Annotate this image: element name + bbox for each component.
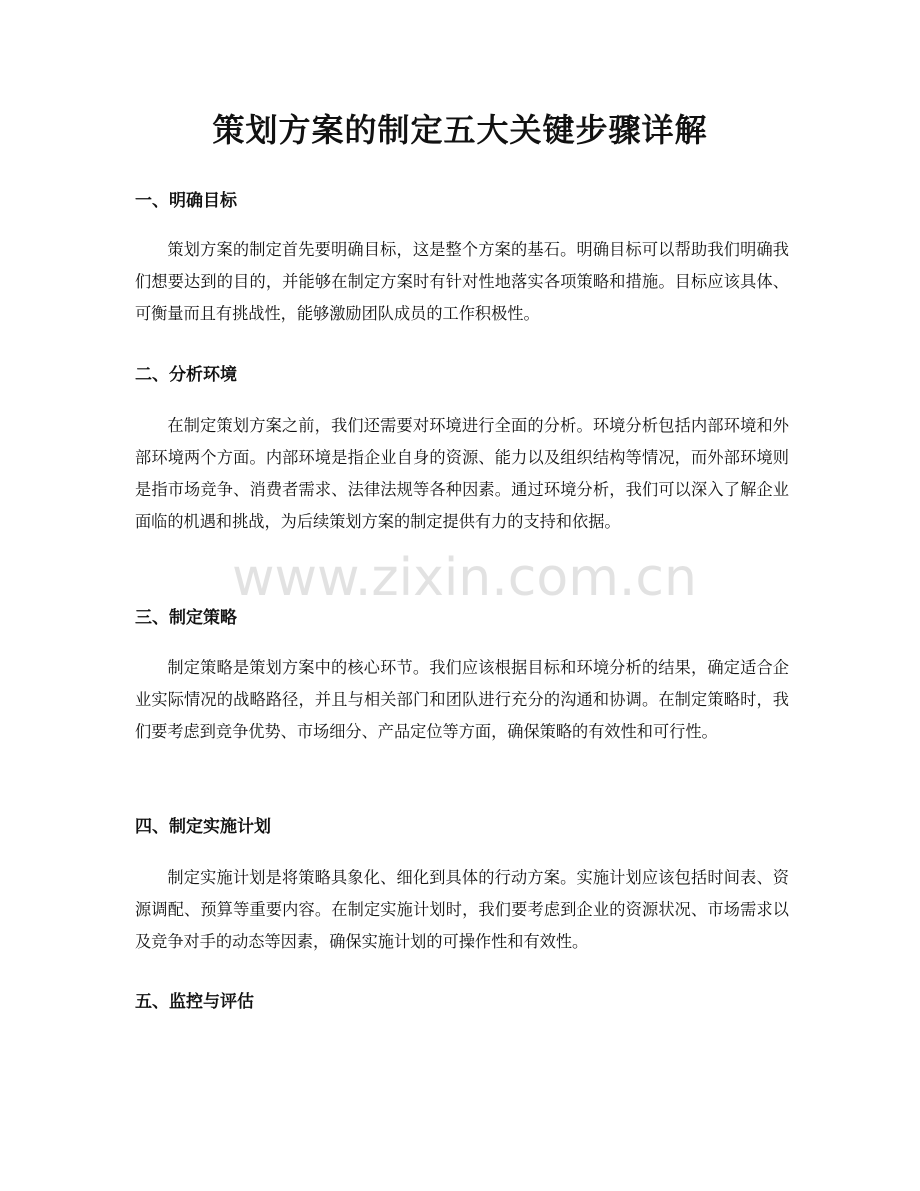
section-heading-2: 二、分析环境 [135, 365, 237, 385]
section-heading-5: 五、监控与评估 [135, 992, 254, 1012]
section-paragraph-1: 策划方案的制定首先要明确目标，这是整个方案的基石。明确目标可以帮助我们明确我们想要达到的目的，并能够在制定方案时有针对性地落实各项策略和措施。目标应该具体、可衡量而且有挑战性，能够激励团队成员的工作积极性。 [135, 240, 789, 323]
section-paragraph-2: 在制定策划方案之前，我们还需要对环境进行全面的分析。环境分析包括内部环境和外部环境两个方面。内部环境是指企业自身的资源、能力以及组织结构等情况，而外部环境则是指市场竞争、消费者需求、法律法规等各种因素。通过环境分析，我们可以深入了解企业面临的机遇和挑战，为后续策划方案的制定提供有力的支持和依据。 [135, 416, 789, 531]
section-paragraph-4: 制定实施计划是将策略具象化、细化到具体的行动方案。实施计划应该包括时间表、资源调配、预算等重要内容。在制定实施计划时，我们要考虑到企业的资源状况、市场需求以及竞争对手的动态等因素，确保实施计划的可操作性和有效性。 [135, 868, 789, 951]
section-heading-4: 四、制定实施计划 [135, 817, 271, 837]
watermark: www.zixin.com.cn [232, 548, 697, 608]
section-paragraph-3: 制定策略是策划方案中的核心环节。我们应该根据目标和环境分析的结果，确定适合企业实际情况的战略路径，并且与相关部门和团队进行充分的沟通和协调。在制定策略时，我们要考虑到竞争优势、市场细分、产品定位等方面，确保策略的有效性和可行性。 [135, 658, 789, 741]
section-heading-1: 一、明确目标 [135, 191, 237, 211]
page-title: 策划方案的制定五大关键步骤详解 [212, 111, 708, 149]
section-heading-3: 三、制定策略 [135, 608, 237, 628]
